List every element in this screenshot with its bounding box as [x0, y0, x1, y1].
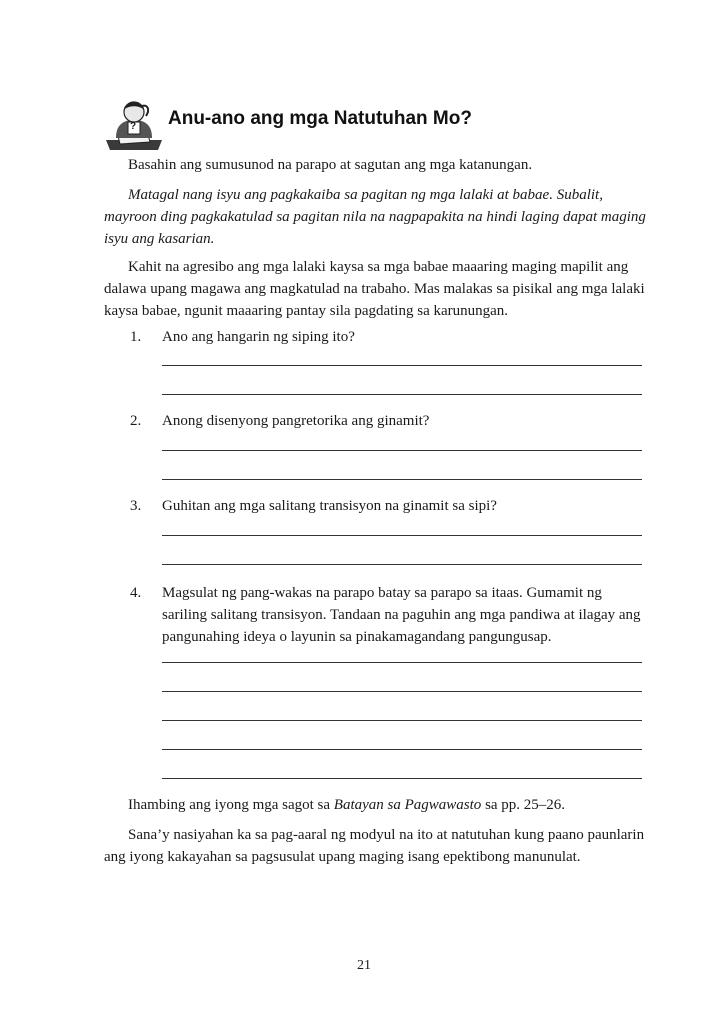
question-text: Anong disenyong pangretorika ang ginamit? — [162, 413, 430, 429]
question-3 — [130, 495, 646, 517]
thinking-student-icon — [104, 96, 164, 152]
reading-paragraph — [104, 256, 646, 322]
answer-line[interactable] — [162, 450, 642, 451]
quote-text: Matagal nang isyu ang pagkakaiba sa pagitan ng mga lalaki at babae. Subalit, mayroon ding pagkakatulad sa pagitan nila na nagpapakita na hindi laging dapat maging isyu ang kasarian. — [104, 187, 646, 247]
question-text: Magsulat ng pang-wakas na parapo batay sa parapo sa itaas. Gumamit ng sariling salitang transisyon. Tandaan na paguhin ang mga pandiwa at ilagay ang pangunahing ideya o layunin sa pinakamagandang pangungusap. — [162, 585, 641, 645]
question-number: 4. — [130, 585, 142, 601]
answer-line[interactable] — [162, 778, 642, 779]
instruction-label: Basahin ang sumusunod na parapo at sagutan ang mga katanungan. — [128, 157, 533, 173]
question-2 — [130, 410, 646, 432]
answer-line[interactable] — [162, 749, 642, 750]
answer-line[interactable] — [162, 691, 642, 692]
question-4 — [130, 582, 646, 648]
answer-line[interactable] — [162, 662, 642, 663]
question-text: Ano ang hangarin ng siping ito? — [162, 329, 355, 345]
instruction-text — [104, 154, 646, 176]
closing-instruction — [104, 794, 646, 816]
quote-passage — [104, 184, 646, 250]
answer-line[interactable] — [162, 564, 642, 565]
question-number: 3. — [130, 498, 142, 514]
closing-message-text: Sana’y nasiyahan ka sa pag-aaral ng modyul na ito at natutuhan kung paano paunlarin ang iyong kakayahan sa pagsusulat upang maging isang epektibong manunulat. — [104, 827, 645, 865]
answer-line[interactable] — [162, 365, 642, 366]
closing-text: Ihambing ang iyong mga sagot sa — [128, 797, 334, 813]
question-1 — [130, 326, 646, 348]
question-mark: ? — [130, 121, 137, 132]
question-number: 2. — [130, 413, 142, 429]
answer-line[interactable] — [162, 394, 642, 395]
answer-line[interactable] — [162, 535, 642, 536]
page-number: 21 — [357, 958, 371, 973]
answer-key-reference: Batayan sa Pagwawasto — [333, 797, 482, 813]
question-text: Guhitan ang mga salitang transisyon na ginamit sa sipi? — [162, 498, 497, 514]
question-number: 1. — [130, 329, 142, 345]
paragraph-text: Kahit na agresibo ang mga lalaki kaysa sa mga babae maaaring maging mapilit ang dalawa upang magawa ang magkatulad na trabaho. Mas malakas sa pisikal ang mga lalaki kaysa babae, ngunit maaaring pantay sila pagdating sa karunungan. — [104, 259, 645, 319]
answer-line[interactable] — [162, 720, 642, 721]
section-title: Anu-ano ang mga Natutuhan Mo? — [168, 108, 472, 129]
section-header — [104, 96, 624, 156]
closing-message — [104, 824, 646, 868]
answer-line[interactable] — [162, 479, 642, 480]
closing-pages: sa pp. 25–26. — [481, 797, 566, 813]
